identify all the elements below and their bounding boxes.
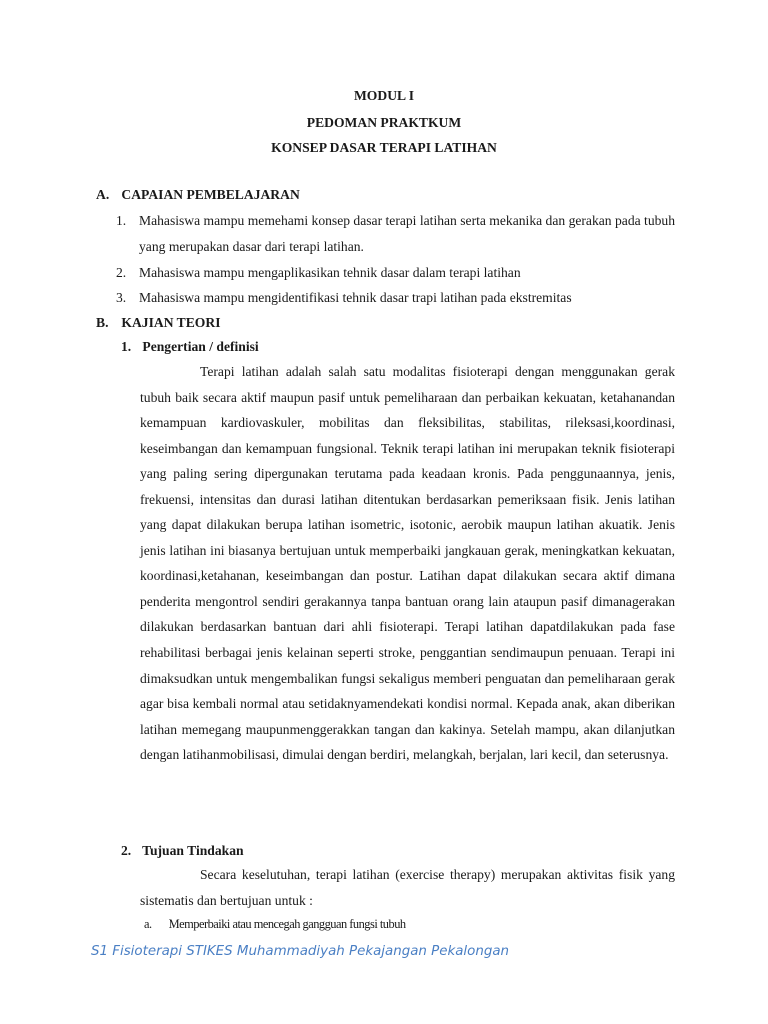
subsection-1-title: Pengertian / definisi — [142, 339, 259, 354]
page-footer: S1 Fisioterapi STIKES Muhammadiyah Pekajangan Pekalongan — [91, 944, 510, 959]
section-b-heading — [96, 315, 221, 331]
list-item-number: 1. — [116, 213, 127, 228]
subsection-1-number: 1. — [121, 339, 132, 354]
guide-title: PEDOMAN PRAKTKUM — [306, 115, 462, 130]
subsection-2-title: Tujuan Tindakan — [142, 843, 244, 858]
subsection-1-heading — [121, 339, 259, 355]
section-a-title: CAPAIAN PEMBELAJARAN — [121, 187, 300, 202]
list-item — [116, 208, 676, 259]
topic-title: KONSEP DASAR TERAPI LATIHAN — [271, 140, 497, 155]
list-item-text: Mahasiswa mampu mengidentifikasi tehnik dasar trapi latihan pada ekstremitas — [139, 290, 572, 305]
subsection-2-heading — [121, 843, 244, 859]
purpose-paragraph: Secara keselutuhan, terapi latihan (exercise therapy) merupakan aktivitas fisik yang sistematis dan bertujuan untuk : — [140, 867, 675, 908]
section-a-label: A. — [96, 187, 110, 202]
list-item-text: Memperbaiki atau mencegah gangguan fungsi tubuh — [168, 917, 406, 931]
list-item-number: 3. — [116, 290, 127, 305]
section-a-heading — [96, 187, 300, 203]
list-item-number: 2. — [116, 265, 127, 280]
list-item-text: Mahasiswa mampu memehami konsep dasar terapi latihan serta mekanika dan gerakan pada tubuh yang merupakan dasar dari terapi latihan. — [139, 213, 676, 254]
list-item-letter: a. — [144, 917, 152, 931]
list-item — [116, 260, 676, 286]
section-b-label: B. — [96, 315, 109, 330]
module-title: MODUL I — [353, 88, 415, 103]
list-item — [116, 285, 676, 311]
subsection-2-number: 2. — [121, 843, 132, 858]
definition-paragraph: Terapi latihan adalah salah satu modalitas fisioterapi dengan menggunakan gerak tubuh baik secara aktif maupun pasif untuk pemeliharaan dan perbaikan kekuatan, ketahanandan kemampuan kardiovaskuler, mobilitas dan fleksibilitas, stabilitas, rileksasi,koordinasi, keseimbangan dan kemampuan fungsional. Teknik terapi latihan ini merupakan teknik fisioterapi yang paling sering dipergunakan terutama pada keadaan kronis. Pada penggunaannya, jenis, frekuensi, intensitas dan durasi latihan ditentukan berdasarkan pemeriksaan fisik. Jenis latihan yang dapat dilakukan berupa latihan isometric, isotonic, aerobik maupun latihan akuatik. Jenis jenis latihan ini biasanya bertujuan untuk memperbaiki jangkauan gerak, meningkatkan kekuatan, koordinasi,ketahanan, keseimbangan dan postur. Latihan dapat dilakukan secara aktif dimana penderita mengontrol sendiri gerakannya tanpa bantuan orang lain ataupun pasif dimanagerakan dilakukan berdasarkan bantuan dari ahli fisioterapi. Terapi latihan dapatdilakukan pada fase rehabilitasi berbagai jenis kelainan seperti stroke, penggantian sendimaupun penuaan. Terapi ini dimaksudkan untuk mengembalikan fungsi sekaligus memberi penguatan dan pemeliharaan gerak agar bisa kembali normal atau setidaknyamendekati kondisi normal. Kepada anak, akan diberikan latihan memegang maupunmenggerakkan tangan dan kakinya. Setelah mampu, akan dilanjutkan dengan latihanmobilisasi, dimulai dengan berdiri, melangkah, berjalan, lari kecil, dan seterusnya. — [140, 364, 675, 763]
list-item-text: Mahasiswa mampu mengaplikasikan tehnik dasar dalam terapi latihan — [139, 265, 521, 280]
list-item — [144, 917, 406, 932]
section-b-title: KAJIAN TEORI — [121, 315, 221, 330]
